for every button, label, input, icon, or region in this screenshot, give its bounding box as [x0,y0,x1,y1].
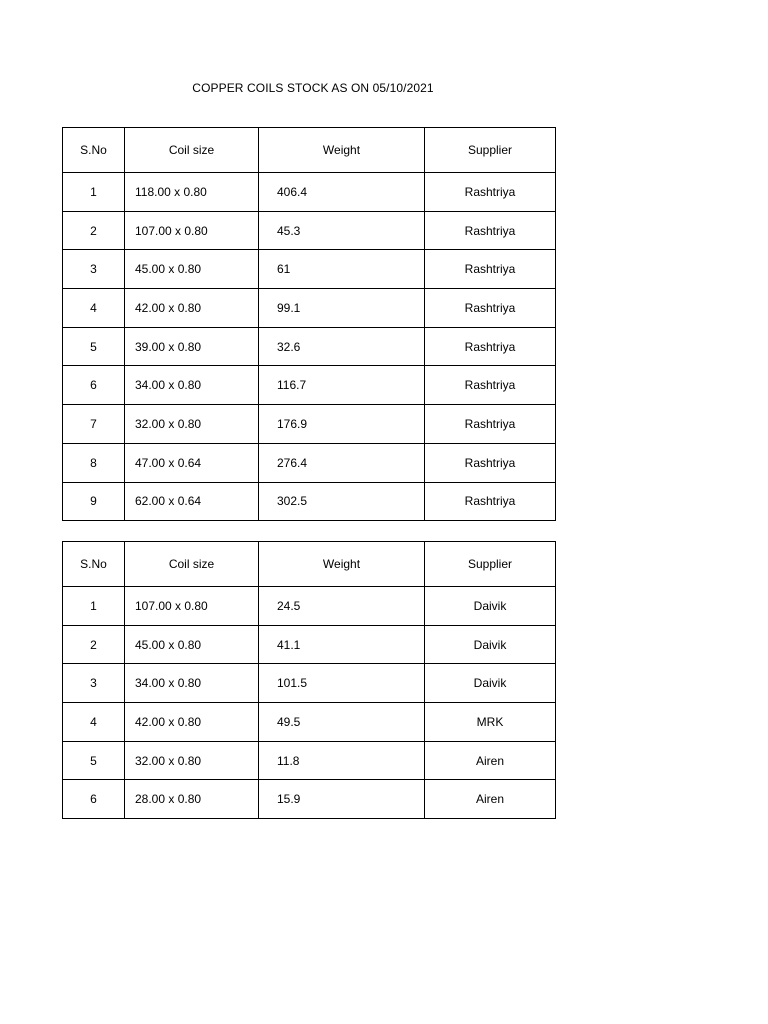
stock-table-2 [62,541,556,819]
cell-coil-size: 62.00 x 0.64 [125,482,259,521]
header-weight: Weight [259,542,425,587]
cell-supplier: Airen [425,741,556,780]
cell-weight: 101.5 [259,664,425,703]
cell-coil-size: 32.00 x 0.80 [125,741,259,780]
cell-weight: 32.6 [259,327,425,366]
table-header-row [63,128,556,173]
cell-supplier: Rashtriya [425,211,556,250]
cell-weight: 61 [259,250,425,289]
header-coil-size: Coil size [125,128,259,173]
stock-table-1 [62,127,556,521]
table-header-row [63,542,556,587]
cell-weight: 116.7 [259,366,425,405]
header-supplier: Supplier [425,542,556,587]
table-row [63,327,556,366]
cell-weight: 11.8 [259,741,425,780]
cell-weight: 99.1 [259,289,425,328]
cell-coil-size: 107.00 x 0.80 [125,211,259,250]
cell-sno: 1 [63,587,125,626]
cell-coil-size: 118.00 x 0.80 [125,173,259,212]
cell-coil-size: 28.00 x 0.80 [125,780,259,819]
cell-supplier: Airen [425,780,556,819]
table-row [63,289,556,328]
cell-supplier: Rashtriya [425,250,556,289]
cell-weight: 406.4 [259,173,425,212]
cell-sno: 8 [63,443,125,482]
table-row [63,211,556,250]
document-title: COPPER COILS STOCK AS ON 05/10/2021 [192,81,434,95]
cell-sno: 2 [63,625,125,664]
header-sno: S.No [63,128,125,173]
table-row [63,482,556,521]
cell-sno: 2 [63,211,125,250]
table-row [63,780,556,819]
cell-coil-size: 34.00 x 0.80 [125,664,259,703]
cell-weight: 45.3 [259,211,425,250]
table-row [63,741,556,780]
table-row [63,405,556,444]
cell-sno: 5 [63,741,125,780]
table-row [63,587,556,626]
cell-coil-size: 45.00 x 0.80 [125,625,259,664]
cell-supplier: Rashtriya [425,173,556,212]
cell-sno: 5 [63,327,125,366]
table-row [63,625,556,664]
table-row [63,703,556,742]
cell-sno: 3 [63,664,125,703]
cell-weight: 24.5 [259,587,425,626]
header-coil-size: Coil size [125,542,259,587]
cell-coil-size: 45.00 x 0.80 [125,250,259,289]
cell-supplier: Daivik [425,625,556,664]
table-row [63,664,556,703]
cell-sno: 3 [63,250,125,289]
cell-supplier: Daivik [425,664,556,703]
cell-supplier: Rashtriya [425,443,556,482]
cell-supplier: MRK [425,703,556,742]
header-weight: Weight [259,128,425,173]
table-row [63,173,556,212]
cell-sno: 6 [63,366,125,405]
table-row [63,250,556,289]
cell-weight: 15.9 [259,780,425,819]
table-row [63,366,556,405]
cell-sno: 9 [63,482,125,521]
cell-supplier: Rashtriya [425,366,556,405]
cell-supplier: Rashtriya [425,405,556,444]
cell-sno: 6 [63,780,125,819]
cell-supplier: Rashtriya [425,482,556,521]
cell-supplier: Daivik [425,587,556,626]
cell-weight: 49.5 [259,703,425,742]
cell-weight: 41.1 [259,625,425,664]
cell-coil-size: 47.00 x 0.64 [125,443,259,482]
cell-sno: 4 [63,289,125,328]
cell-sno: 4 [63,703,125,742]
cell-weight: 276.4 [259,443,425,482]
cell-coil-size: 39.00 x 0.80 [125,327,259,366]
cell-sno: 7 [63,405,125,444]
table-row [63,443,556,482]
cell-sno: 1 [63,173,125,212]
cell-coil-size: 107.00 x 0.80 [125,587,259,626]
cell-coil-size: 42.00 x 0.80 [125,703,259,742]
header-sno: S.No [63,542,125,587]
cell-weight: 302.5 [259,482,425,521]
cell-coil-size: 32.00 x 0.80 [125,405,259,444]
cell-coil-size: 34.00 x 0.80 [125,366,259,405]
cell-weight: 176.9 [259,405,425,444]
cell-coil-size: 42.00 x 0.80 [125,289,259,328]
cell-supplier: Rashtriya [425,327,556,366]
header-supplier: Supplier [425,128,556,173]
cell-supplier: Rashtriya [425,289,556,328]
